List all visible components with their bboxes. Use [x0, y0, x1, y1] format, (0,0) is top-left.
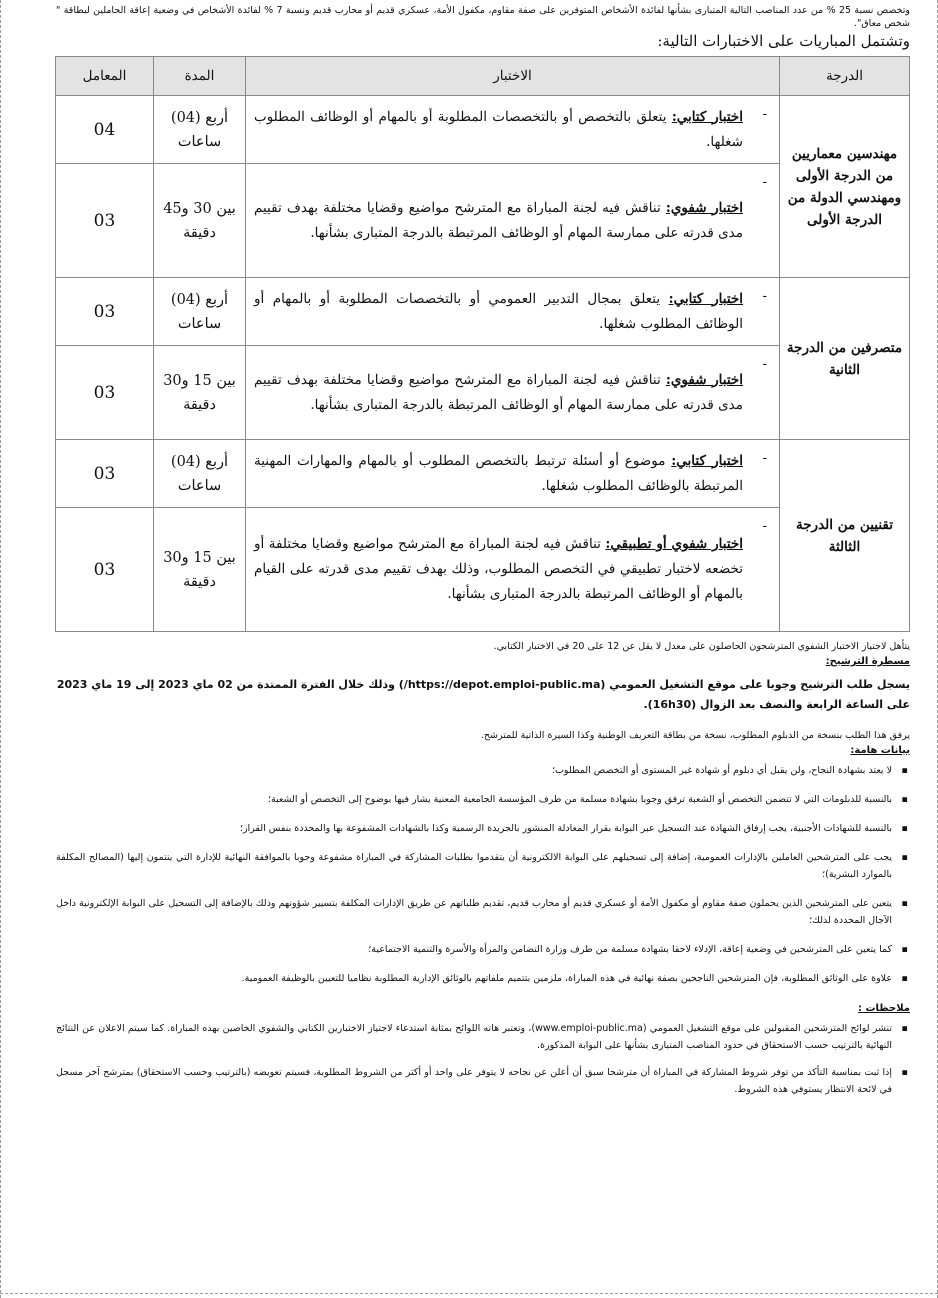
remarks-list: [56, 1020, 910, 1098]
exam-cell: [246, 508, 780, 632]
list-item: ▪ يجب على المترشحين العاملين بالإدارات العمومية، إضافة إلى تسجيلهم على البوابة الالكترونية أن يتقدموا بطلبات المشاركة في المباراة مشفوعة وجوبا بالموافقة النهائية للإدارة التي ينتمون إليها (المصالح المكلفة بالموارد البشرية)؛: [56, 849, 910, 883]
list-item: ▪ تنشر لوائح المترشحين المقبولين على موقع التشغيل العمومي (www.emploi-public.ma)، وتعتبر هاته اللوائح بمثابة استدعاء لاجتياز الاختبارين الكتابي والشفوي الخاصين بهذه المباراة. كما سيتم الاعلان عن النتائج النهائية بالترتيب حسب الاستحقاق في حدود المناصب المتبارى بشأنها على البوابة المذكورة.: [56, 1020, 910, 1054]
grade-cell: تقنيين من الدرجة الثالثة: [780, 440, 910, 632]
coef-cell: 03: [56, 278, 154, 346]
bullet-icon: ▪: [901, 823, 908, 834]
document-page: [56, 4, 910, 1098]
bullet-icon: ▪: [901, 898, 908, 909]
bullet-icon: ▪: [901, 944, 908, 955]
coef-cell: 03: [56, 346, 154, 440]
bottom-border: [0, 1293, 938, 1294]
attachments-text: يرفق هذا الطلب بنسخة من الدبلوم المطلوب، نسخة من بطاقة التعريف الوطنية وكذا السيرة الذاتية للمترشح.: [480, 730, 910, 741]
exam-kind: اختبار شفوي:: [665, 371, 743, 388]
list-item: ▪ بالنسبة للشهادات الأجنبية، يجب إرفاق الشهادة عند التسجيل عبر البوابة بقرار المعادلة المنشور بالجريدة الرسمية وكذا بالشهادات المشفوعة بها والمحددة بنفس القرار؛: [56, 820, 910, 837]
grade-cell: مهندسين معماريين من الدرجة الأولى ومهندسي الدولة من الدرجة الأولى: [780, 96, 910, 278]
exam-cell: [246, 346, 780, 440]
duration-cell: بين 15 و30 دقيقة: [154, 508, 246, 632]
exam-text: يتعلق بمجال التدبير العمومي أو بالتخصصات المطلوبة أو بالمهام أو الوظائف المطلوب شغلها.: [254, 290, 743, 332]
exam-text: تناقش فيه لجنة المباراة مع المترشح مواضيع وقضايا مختلفة بهدف تقييم مدى قدرته على ممارسة المهام أو الوظائف المرتبطة بالدرجة المتبارى بشأنها.: [254, 199, 743, 241]
dash: -: [762, 518, 767, 534]
table-header-row: [56, 57, 910, 96]
exam-text: موضوع أو أسئلة ترتبط بالتخصص المطلوب أو بالمهام والمهارات المهنية المرتبطة بالوظائف المطلوب شغلها.: [254, 452, 743, 494]
right-border: [931, 0, 938, 1298]
coef-cell: 03: [56, 164, 154, 278]
exam-kind: اختبار شفوي أو تطبيقي:: [605, 536, 743, 552]
list-item: ▪ لا يعتد بشهادة النجاح، ولن يقبل أي دبلوم أو شهادة غير المستوى أو التخصص المطلوب؛: [56, 762, 910, 779]
coef-cell: 03: [56, 508, 154, 632]
bullet-icon: ▪: [901, 1067, 908, 1078]
exams-table: [55, 56, 910, 632]
exam-kind: اختبار كتابي:: [668, 290, 744, 307]
exam-text: يتعلق بالتخصص أو بالتخصصات المطلوبة أو بالمهام أو الوظائف المطلوب شغلها.: [254, 108, 743, 150]
procedure-text: يسجل طلب الترشيح وجوبا على موقع التشغيل العمومي (https://depot.emploi-public.ma/) وذلك خلال الفترة الممتدة من 02 ماي 2023 إلى 19 ماي 2023 على الساعة الرابعة والنصف بعد الزوال (16h30).: [56, 678, 910, 711]
header-coef: المعامل: [56, 57, 154, 96]
duration-cell: أربع (04) ساعات: [154, 96, 246, 164]
duration-cell: بين 30 و45 دقيقة: [154, 164, 246, 278]
intro-paragraph: وتخصص نسبة 25 % من عدد المناصب التالية المتبارى بشأنها لفائدة الأشخاص المتوفرين على صفة مقاوم، مكفول الأمة، عسكري قديم أو محارب قديم ونسبة 7 % لفائدة الأشخاص في وضعية إعاقة الحاملين لبطاقة " شخص معاق".: [56, 5, 910, 29]
duration-cell: بين 15 و30 دقيقة: [154, 346, 246, 440]
table-row: [56, 278, 910, 346]
important-list: [56, 762, 910, 987]
left-border: [0, 0, 7, 1298]
exam-kind: اختبار كتابي:: [671, 452, 743, 469]
dash: -: [762, 356, 767, 372]
coef-cell: 03: [56, 440, 154, 508]
exam-kind: اختبار كتابي:: [671, 108, 743, 125]
list-item: ▪ بالنسبة للدبلومات التي لا تتضمن التخصص أو الشعبة ترفق وجوبا بشهادة مسلمة من طرف المؤسسة الجامعية المعنية يشار فيها بوضوح إلى التخصص أو الشعبة؛: [56, 791, 910, 808]
coef-cell: 04: [56, 96, 154, 164]
dash: -: [762, 174, 767, 190]
exam-cell: [246, 440, 780, 508]
list-item: ▪ يتعين على المترشحين الذين يحملون صفة مقاوم أو مكفول الأمة أو عسكري قديم أو محارب قديم، تقديم طلباتهم عن طريق الإدارات المكلفة بتسيير شؤونهم وذلك بالإضافة إلى التسجيل على البوابة الإلكترونية داخل الآجال المحددة لذلك؛: [56, 895, 910, 929]
exam-kind: اختبار شفوي:: [665, 199, 743, 216]
dash: -: [762, 106, 767, 122]
table-row: [56, 440, 910, 508]
header-grade: الدرجة: [780, 57, 910, 96]
bullet-icon: ▪: [901, 852, 908, 863]
exams-heading: وتشتمل المباريات على الاختبارات التالية:: [657, 32, 910, 50]
exam-text: تناقش فيه لجنة المباراة مع المترشح مواضيع وقضايا مختلفة بهدف تقييم مدى قدرته على ممارسة المهام أو الوظائف المرتبطة بالدرجة المتبارى بشأنها.: [254, 371, 743, 413]
header-duration: المدة: [154, 57, 246, 96]
duration-cell: أربع (04) ساعات: [154, 278, 246, 346]
bullet-icon: ▪: [901, 765, 908, 776]
exam-cell: [246, 96, 780, 164]
bullet-icon: ▪: [901, 1023, 908, 1034]
dash: -: [762, 288, 767, 304]
list-item: ▪ إذا ثبت بمناسبة التأكد من توفر شروط المشاركة في المباراة أن مترشحا سبق أن أعلن عن نجاحه لا يتوفر على واحد أو أكثر من الشروط المطلوبة، فسيتم تعويضه (بالترتيب وحسب الاستحقاق) بمترشح آخر مسجل في لائحة الانتظار يستوفي هذه الشروط.: [56, 1064, 910, 1098]
exam-text: تناقش فيه لجنة المباراة مع المترشح مواضيع وقضايا مختلفة أو تخضعه لاختبار تطبيقي في التخصص المطلوب، وذلك بهدف تقييم مدى قدرته على القيام بالمهام أو الوظائف المرتبطة بالدرجة المتبارى بشأنها.: [254, 536, 743, 602]
dash: -: [762, 450, 767, 466]
procedure-title: مسطرة الترشيح:: [825, 656, 910, 667]
exam-cell: [246, 278, 780, 346]
remarks-title: ملاحظات :: [857, 1003, 910, 1014]
bullet-icon: ▪: [901, 794, 908, 805]
oral-exam-note: يتأهل لاجتياز الاختبار الشفوي المترشحون الحاصلون على معدل لا يقل عن 12 على 20 في الاختبار الكتابي.: [493, 641, 910, 652]
table-row: [56, 96, 910, 164]
grade-cell: متصرفين من الدرجة الثانية: [780, 278, 910, 440]
header-exam: الاختبار: [246, 57, 780, 96]
important-title: بيانات هامة:: [850, 745, 910, 756]
bullet-icon: ▪: [901, 973, 908, 984]
exam-cell: [246, 164, 780, 278]
list-item: ▪ علاوة على الوثائق المطلوبة، فإن المترشحين الناجحين بصفة نهائية في هذه المباراة، ملزمين بتتميم ملفاتهم بالوثائق الإدارية المطلوبة نظاميا للتعيين بالوظيفة العمومية.: [56, 970, 910, 987]
list-item: ▪ كما يتعين على المترشحين في وضعية إعاقة، الإدلاء لاحقا بشهادة مسلمة من طرف وزارة التضامن والمرأة والأسرة والتنمية الاجتماعية؛: [56, 941, 910, 958]
duration-cell: أربع (04) ساعات: [154, 440, 246, 508]
